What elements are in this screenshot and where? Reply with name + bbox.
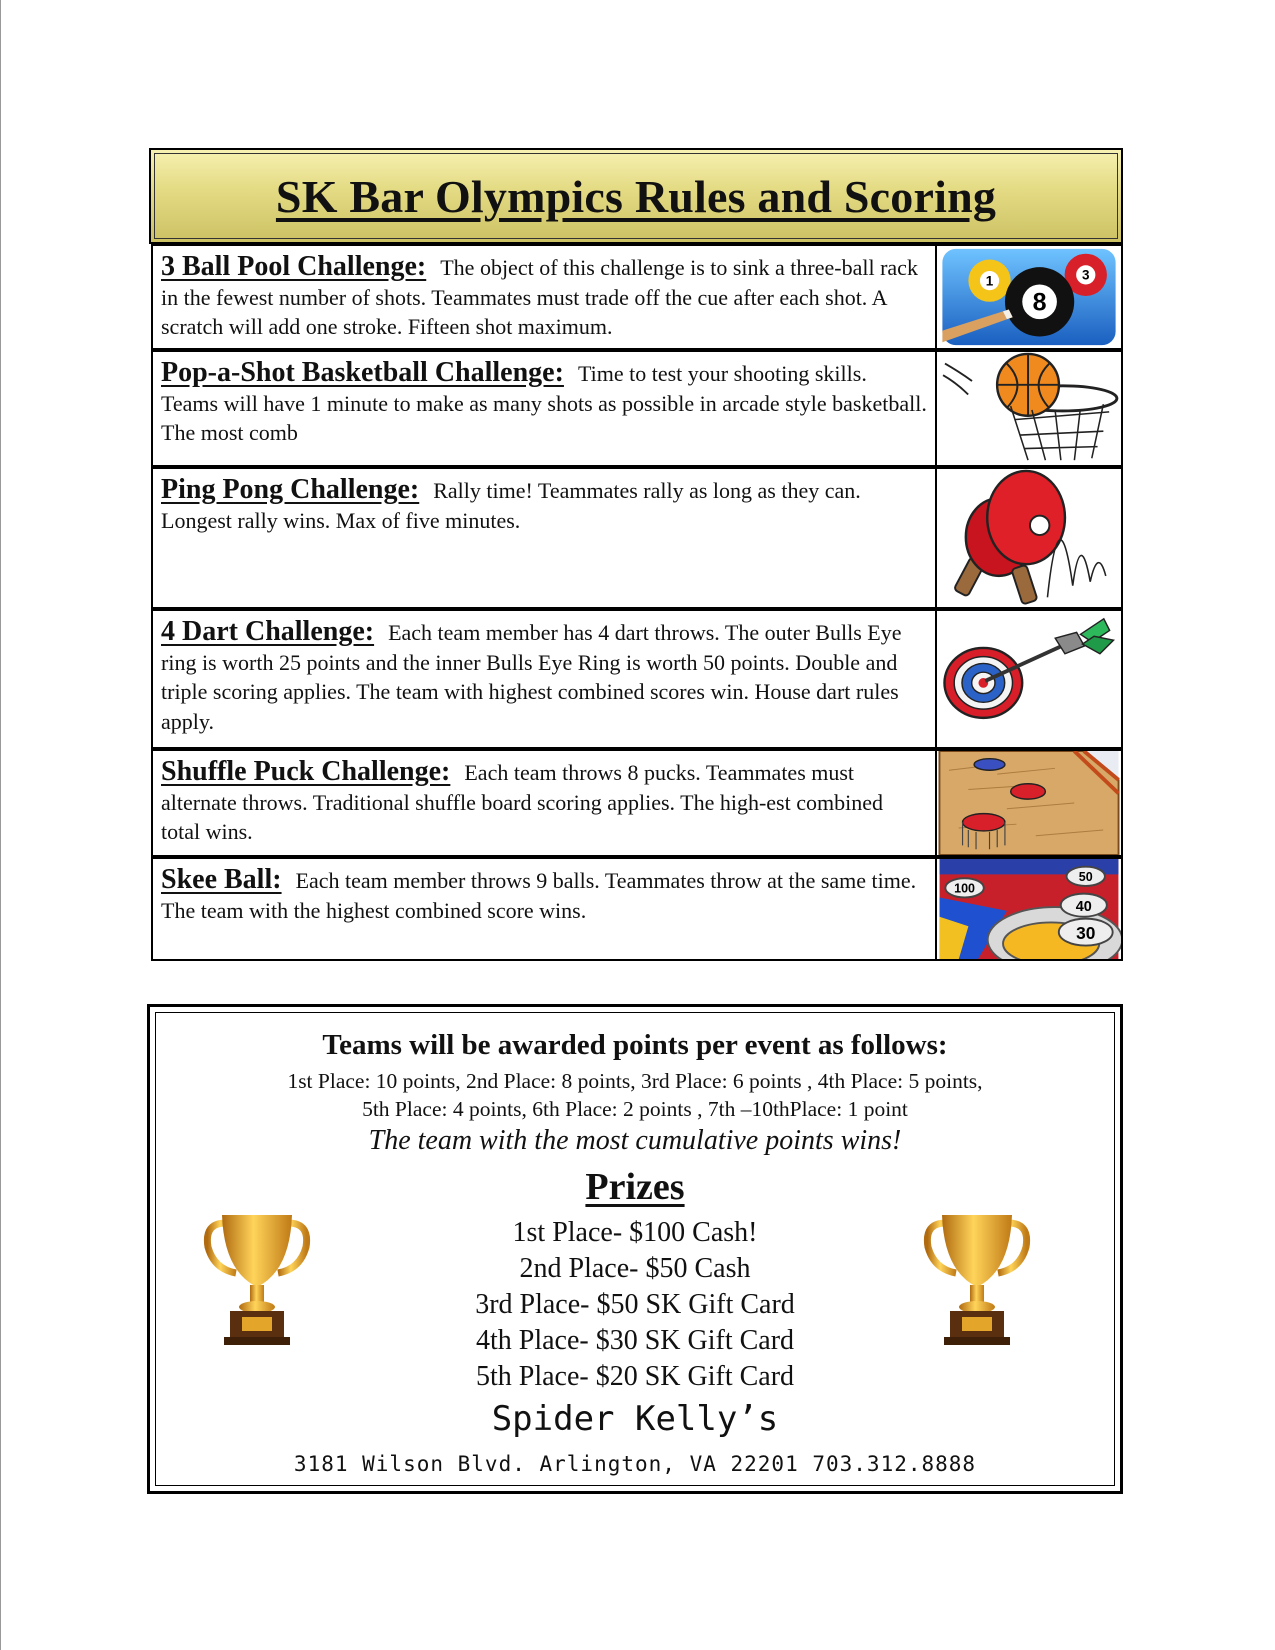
bar-address: 3181 Wilson Blvd. Arlington, VA 22201 703.312.8888: [293, 1452, 977, 1476]
svg-text:40: 40: [1075, 898, 1092, 915]
points-line-2: 5th Place: 4 points, 6th Place: 2 points , 7th –10thPlace: 1 point: [362, 1097, 908, 1121]
tagline: The team with the most cumulative points wins!: [368, 1125, 902, 1156]
svg-text:8: 8: [1032, 288, 1047, 317]
scoring-section: [147, 1004, 1123, 1494]
event-shuffle-puck: [151, 749, 1123, 857]
event-name: 4 Dart Challenge:: [161, 616, 375, 647]
prize-item: 2nd Place- $50 Cash: [519, 1253, 751, 1284]
page-title: SK Bar Olympics Rules and Scoring: [275, 170, 997, 222]
event-description: Rally time! Teammates rally as long as they can. Longest rally wins. Max of five minutes.: [161, 478, 861, 533]
event-description: Each team member has 4 dart throws. The outer Bulls Eye ring is worth 25 points and the inner Bulls Eye Ring is worth 50 points. Double and triple scoring applies. The team with highest combined scores win. House dart rules apply.: [161, 620, 902, 734]
event-text: [151, 467, 937, 609]
event-text: [151, 857, 937, 961]
prizes-heading: Prizes: [585, 1166, 685, 1208]
event-description: Each team member throws 9 balls. Teammates throw at the same time. The team with the highest combined score wins.: [161, 868, 917, 923]
event-text: [151, 244, 937, 350]
event-description: The object of this challenge is to sink a three-ball rack in the fewest number of shots. Teammates must trade off the cue after each shot. A scratch will add one stroke. Fifteen shot maximum.: [161, 255, 918, 339]
event-text: [151, 350, 937, 467]
pool-balls-icon: [937, 244, 1123, 350]
prize-item: 5th Place- $20 SK Gift Card: [475, 1361, 795, 1392]
event-darts: [151, 609, 1123, 749]
svg-text:1: 1: [985, 273, 994, 289]
dart-board-icon: [937, 609, 1123, 749]
event-basketball: [151, 350, 1123, 467]
prize-item: 4th Place- $30 SK Gift Card: [475, 1325, 795, 1356]
shuffleboard-icon: [937, 749, 1123, 857]
event-ping-pong: [151, 467, 1123, 609]
awards-heading: Teams will be awarded points per event as follows:: [322, 1029, 948, 1061]
event-name: Skee Ball:: [161, 864, 282, 895]
trophy-icon: [202, 1207, 312, 1357]
prize-item: 1st Place- $100 Cash!: [512, 1217, 758, 1248]
points-line-1: 1st Place: 10 points, 2nd Place: 8 points, 3rd Place: 6 points , 4th Place: 5 points,: [287, 1069, 983, 1093]
basketball-hoop-icon: [937, 350, 1123, 467]
ping-pong-paddles-icon: [937, 467, 1123, 609]
title-banner: [149, 148, 1123, 244]
event-description: Each team throws 8 pucks. Teammates must alternate throws. Traditional shuffle board scoring applies. The high-est combined total wins.: [161, 760, 883, 844]
event-name: 3 Ball Pool Challenge:: [161, 251, 427, 282]
event-name: Shuffle Puck Challenge:: [161, 756, 451, 787]
svg-text:3: 3: [1082, 267, 1090, 283]
event-text: [151, 749, 937, 857]
svg-text:30: 30: [1076, 922, 1096, 943]
event-name: Pop-a-Shot Basketball Challenge:: [161, 357, 564, 388]
bar-name: Spider Kelly’s: [491, 1399, 779, 1439]
event-description: Time to test your shooting skills. Teams will have 1 minute to make as many shots as possible in arcade style basketball. The most comb: [161, 361, 927, 445]
prize-item: 3rd Place- $50 SK Gift Card: [475, 1289, 795, 1320]
svg-text:50: 50: [1078, 870, 1093, 885]
skee-ball-icon: [937, 857, 1123, 961]
event-text: [151, 609, 937, 749]
event-name: Ping Pong Challenge:: [161, 474, 420, 505]
event-pool: [151, 244, 1123, 350]
trophy-icon: [922, 1207, 1032, 1357]
svg-text:100: 100: [954, 881, 976, 896]
event-skee-ball: [151, 857, 1123, 961]
